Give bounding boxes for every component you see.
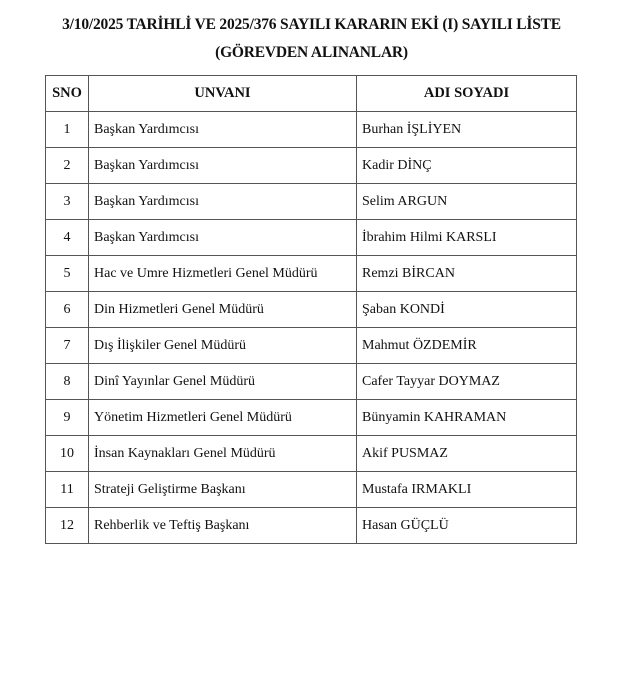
cell-unvani: Din Hizmetleri Genel Müdürü xyxy=(89,292,357,328)
table-row xyxy=(46,112,577,148)
cell-adi-soyadi: Cafer Tayyar DOYMAZ xyxy=(357,364,577,400)
cell-sno: 1 xyxy=(46,112,89,148)
cell-unvani: Rehberlik ve Teftiş Başkanı xyxy=(89,508,357,544)
cell-adi-soyadi: İbrahim Hilmi KARSLI xyxy=(357,220,577,256)
table-header-row xyxy=(46,76,577,112)
cell-sno: 8 xyxy=(46,364,89,400)
cell-sno: 2 xyxy=(46,148,89,184)
cell-sno: 5 xyxy=(46,256,89,292)
table-row xyxy=(46,328,577,364)
cell-sno: 10 xyxy=(46,436,89,472)
table-row xyxy=(46,256,577,292)
document-subtitle: (GÖREVDEN ALINANLAR) xyxy=(215,44,408,61)
cell-sno: 9 xyxy=(46,400,89,436)
cell-sno: 11 xyxy=(46,472,89,508)
table-row xyxy=(46,184,577,220)
cell-adi-soyadi: Burhan İŞLİYEN xyxy=(357,112,577,148)
header-unvani: UNVANI xyxy=(89,76,357,112)
cell-sno: 12 xyxy=(46,508,89,544)
table-row xyxy=(46,472,577,508)
cell-adi-soyadi: Remzi BİRCAN xyxy=(357,256,577,292)
cell-sno: 6 xyxy=(46,292,89,328)
cell-sno: 7 xyxy=(46,328,89,364)
table-row xyxy=(46,400,577,436)
cell-sno: 3 xyxy=(46,184,89,220)
cell-unvani: Başkan Yardımcısı xyxy=(89,184,357,220)
cell-adi-soyadi: Bünyamin KAHRAMAN xyxy=(357,400,577,436)
cell-adi-soyadi: Mahmut ÖZDEMİR xyxy=(357,328,577,364)
cell-adi-soyadi: Hasan GÜÇLÜ xyxy=(357,508,577,544)
cell-unvani: Başkan Yardımcısı xyxy=(89,148,357,184)
cell-unvani: Başkan Yardımcısı xyxy=(89,112,357,148)
header-sno: SNO xyxy=(46,76,89,112)
cell-sno: 4 xyxy=(46,220,89,256)
cell-unvani: Başkan Yardımcısı xyxy=(89,220,357,256)
cell-unvani: Yönetim Hizmetleri Genel Müdürü xyxy=(89,400,357,436)
table-row xyxy=(46,508,577,544)
cell-unvani: Hac ve Umre Hizmetleri Genel Müdürü xyxy=(89,256,357,292)
cell-unvani: Dış İlişkiler Genel Müdürü xyxy=(89,328,357,364)
table-row xyxy=(46,364,577,400)
table-row xyxy=(46,436,577,472)
dismissal-list-table xyxy=(45,75,577,544)
table-row xyxy=(46,292,577,328)
cell-adi-soyadi: Mustafa IRMAKLI xyxy=(357,472,577,508)
table-row xyxy=(46,220,577,256)
cell-unvani: Dinî Yayınlar Genel Müdürü xyxy=(89,364,357,400)
cell-adi-soyadi: Akif PUSMAZ xyxy=(357,436,577,472)
document-title: 3/10/2025 TARİHLİ VE 2025/376 SAYILI KARARIN EKİ (I) SAYILI LİSTE xyxy=(62,16,561,33)
cell-unvani: Strateji Geliştirme Başkanı xyxy=(89,472,357,508)
table-row xyxy=(46,148,577,184)
cell-unvani: İnsan Kaynakları Genel Müdürü xyxy=(89,436,357,472)
cell-adi-soyadi: Selim ARGUN xyxy=(357,184,577,220)
header-adi-soyadi: ADI SOYADI xyxy=(357,76,577,112)
cell-adi-soyadi: Kadir DİNÇ xyxy=(357,148,577,184)
cell-adi-soyadi: Şaban KONDİ xyxy=(357,292,577,328)
